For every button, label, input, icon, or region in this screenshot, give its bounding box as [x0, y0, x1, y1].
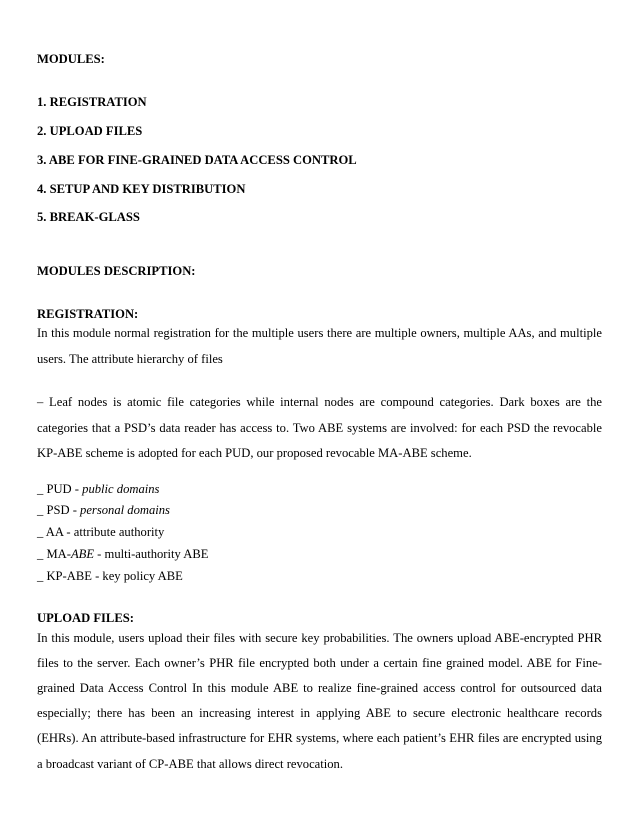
- definition-item: _ PUD - public domains: [37, 482, 160, 496]
- definition-item: _ AA - attribute authority: [37, 525, 165, 539]
- upload-paragraph-line: especially; there has been an increasing interest in applying ABE to secure electronic healthcare records: [37, 706, 602, 720]
- definition-item: _ KP-ABE - key policy ABE: [37, 569, 183, 583]
- registration-paragraph-line: categories that a PSD’s data reader has access to. Two ABE systems are involved: for each PSD the revocable: [37, 421, 602, 435]
- upload-paragraph-line: a broadcast variant of CP-ABE that allows direct revocation.: [37, 757, 344, 771]
- modules-heading: MODULES:: [37, 52, 105, 66]
- module-item: 5. BREAK-GLASS: [37, 210, 140, 224]
- registration-paragraph-line: KP-ABE scheme is adopted for each PUD, our proposed revocable MA-ABE scheme.: [37, 446, 472, 460]
- upload-paragraph-line: In this module, users upload their files with secure key probabilities. The owners upload ABE-encrypted PHR: [37, 631, 602, 645]
- registration-paragraph-line: In this module normal registration for the multiple users there are multiple owners, multiple AAs, and multiple: [37, 326, 602, 340]
- modules-description-heading: MODULES DESCRIPTION:: [37, 264, 196, 278]
- module-item: 2. UPLOAD FILES: [37, 124, 143, 138]
- registration-paragraph-line: – Leaf nodes is atomic file categories while internal nodes are compound categories. Dark boxes are the: [37, 395, 602, 409]
- module-item: 4. SETUP AND KEY DISTRIBUTION: [37, 182, 246, 196]
- registration-paragraph-line: users. The attribute hierarchy of files: [37, 352, 223, 366]
- module-item: 3. ABE FOR FINE-GRAINED DATA ACCESS CONTROL: [37, 153, 357, 167]
- definition-item: _ MA-ABE - multi-authority ABE: [37, 547, 209, 561]
- module-item: 1. REGISTRATION: [37, 95, 147, 109]
- upload-paragraph-line: files to the server. Each owner’s PHR file encrypted both under a certain fine grained model. ABE for Fine-: [37, 656, 602, 670]
- upload-files-heading: UPLOAD FILES:: [37, 611, 134, 625]
- registration-heading: REGISTRATION:: [37, 307, 139, 321]
- definition-item: _ PSD - personal domains: [37, 503, 170, 517]
- upload-paragraph-line: (EHRs). An attribute-based infrastructure for EHR systems, where each patient’s EHR files are encrypted using: [37, 731, 602, 745]
- upload-paragraph-line: grained Data Access Control In this module ABE to realize fine-grained access control for outsourced data: [37, 681, 602, 695]
